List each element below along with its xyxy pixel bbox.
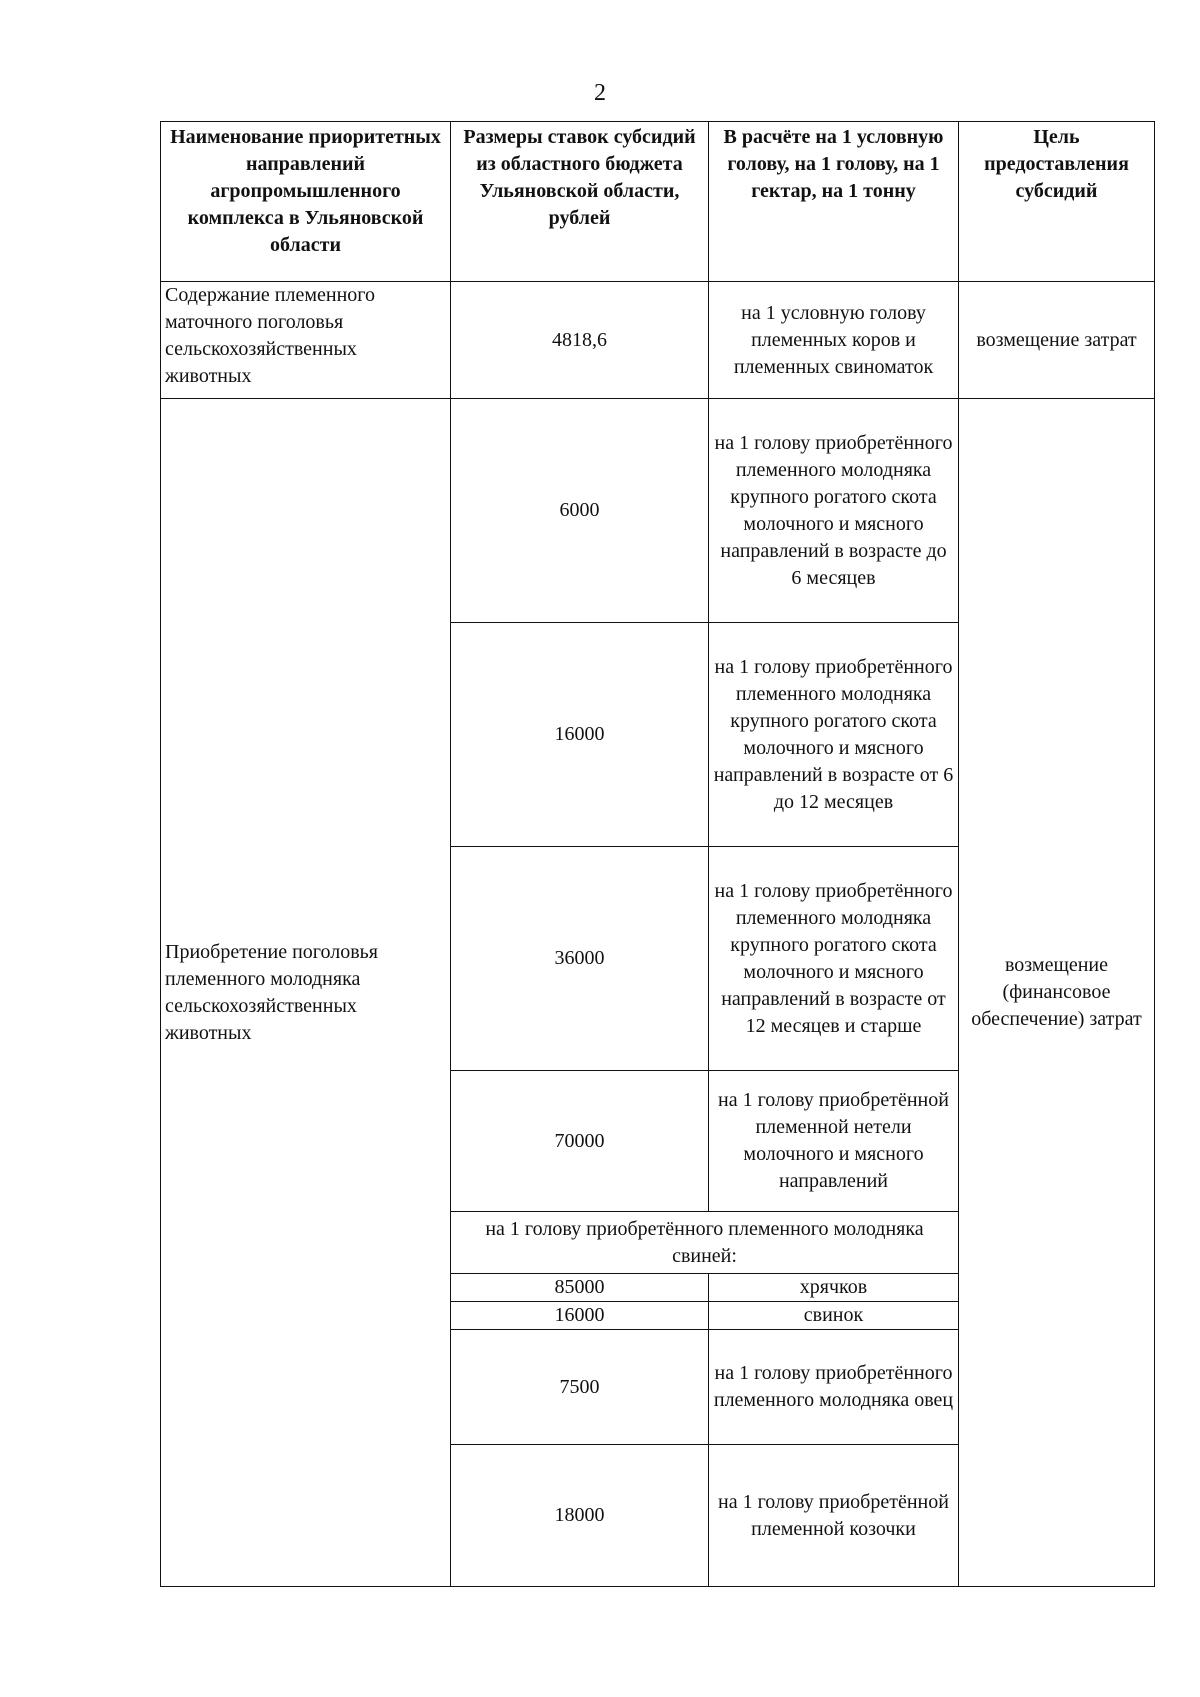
table-header-row <box>161 122 1155 282</box>
row-unit: на 1 голову приобретённого племенного молодняка крупного рогатого скота молочного и мясного направлений в возрасте до 6 месяцев <box>709 399 959 623</box>
header-purpose: Цель предоставления субсидий <box>959 122 1155 282</box>
group-direction: Приобретение поголовья племенного молодняка сельскохозяйственных животных <box>161 399 451 1587</box>
header-rate: Размеры ставок субсидий из областного бюджета Ульяновской области, рублей <box>451 122 709 282</box>
row-unit: на 1 условную голову племенных коров и племенных свиноматок <box>709 282 959 399</box>
row-purpose: возмещение затрат <box>959 282 1155 399</box>
row-unit: на 1 голову приобретённой племенной нетели молочного и мясного направлений <box>709 1071 959 1212</box>
row-rate: 36000 <box>451 847 709 1071</box>
row-unit: на 1 голову приобретённого племенного молодняка крупного рогатого скота молочного и мясного направлений в возрасте от 12 месяцев и старше <box>709 847 959 1071</box>
row-rate: 7500 <box>451 1330 709 1445</box>
row-rate: 70000 <box>451 1071 709 1212</box>
group-purpose: возмещение (финансовое обеспечение) затрат <box>959 399 1155 1587</box>
row-rate: 85000 <box>451 1274 709 1302</box>
row-rate: 16000 <box>451 623 709 847</box>
row-unit: хрячков <box>709 1274 959 1302</box>
page-number: 2 <box>594 80 606 106</box>
row-rate: 16000 <box>451 1302 709 1330</box>
row-rate: 4818,6 <box>451 282 709 399</box>
table-row <box>161 282 1155 399</box>
subsidy-table <box>160 121 1155 1587</box>
row-direction: Содержание племенного маточного поголовья сельскохозяйственных животных <box>161 282 451 399</box>
row-unit: на 1 голову приобретённой племенной козочки <box>709 1445 959 1587</box>
header-unit: В расчёте на 1 условную голову, на 1 голову, на 1 гектар, на 1 тонну <box>709 122 959 282</box>
pig-subheader: на 1 голову приобретённого племенного молодняка свиней: <box>451 1212 959 1274</box>
header-direction: Наименование приоритетных направлений агропромышленного комплекса в Ульяновской области <box>161 122 451 282</box>
row-unit: свинок <box>709 1302 959 1330</box>
row-rate: 6000 <box>451 399 709 623</box>
row-unit: на 1 голову приобретённого племенного молодняка крупного рогатого скота молочного и мясного направлений в возрасте от 6 до 12 месяцев <box>709 623 959 847</box>
row-rate: 18000 <box>451 1445 709 1587</box>
row-unit: на 1 голову приобретённого племенного молодняка овец <box>709 1330 959 1445</box>
table-row <box>161 399 1155 623</box>
